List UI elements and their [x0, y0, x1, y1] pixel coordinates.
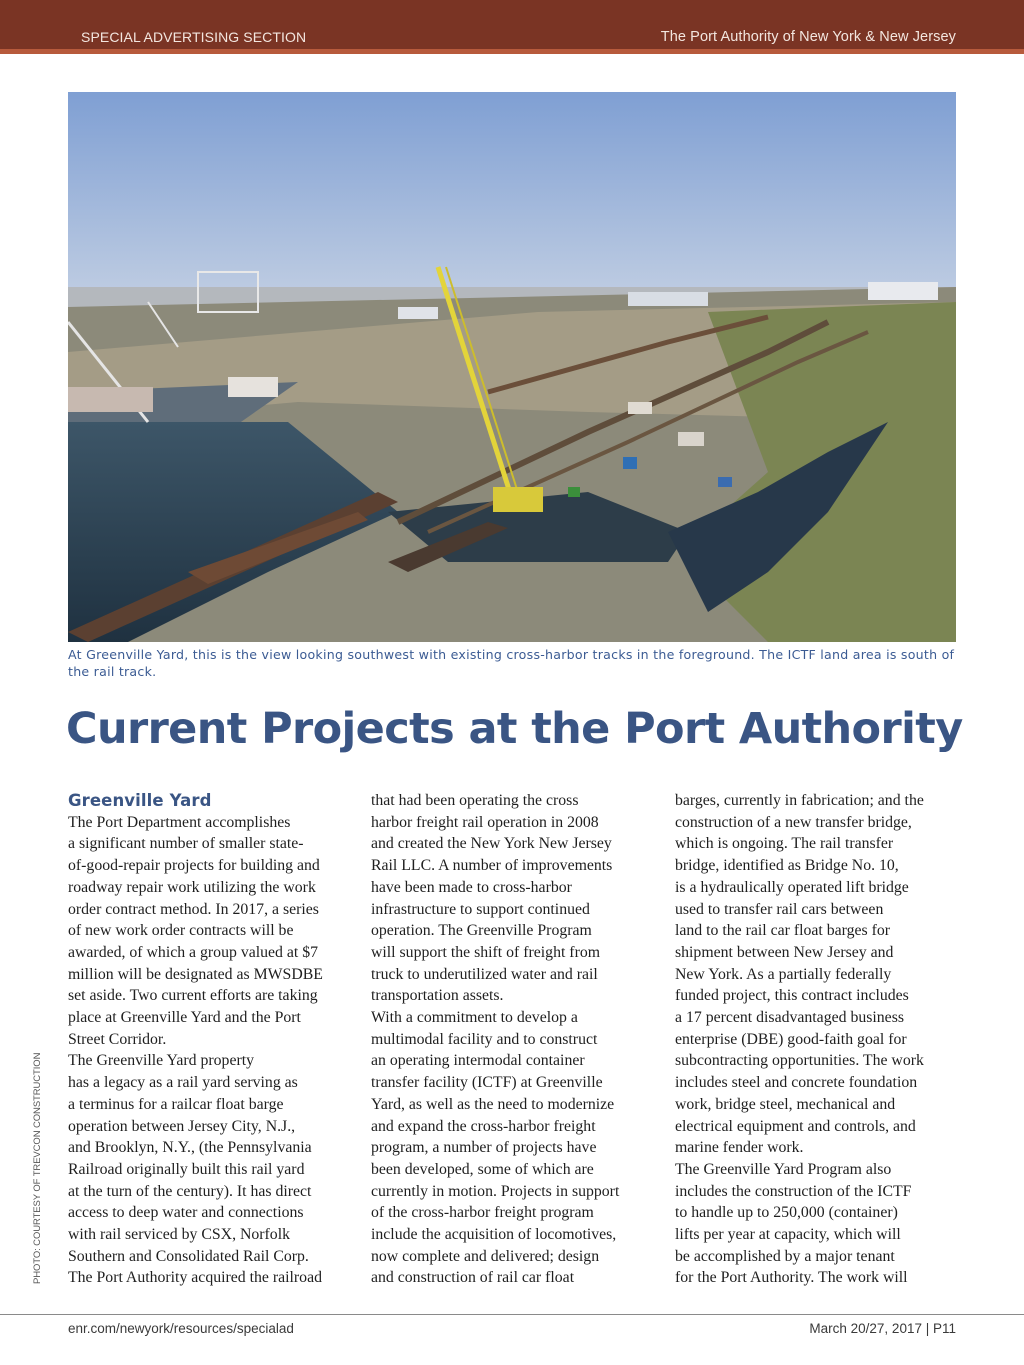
column-2-text: that had been operating the cross harbor freight rail operation in 2008 and created the New York New Jersey Rail LLC. A number of improvements have been made to cross-harbor infrastructure to support continued operation. The Greenville Program will support the shift of freight from truck to underutilized water and rail transportation assets. With a commitment to develop a multimodal facility and to construct an operating intermodal container transfer facility (ICTF) at Greenville Yard, as well as the need to modernize and expand the cross-harbor freight program, a number of projects have been developed, some of which are currently in motion. Projects in support of the cross-harbor freight program include the acquisition of locomotives, now complete and delivered; design and construction of rail car float	[371, 792, 620, 1287]
section-label: SPECIAL ADVERTISING SECTION	[81, 29, 307, 45]
photo-credit	[31, 1052, 45, 1284]
section-heading: Greenville Yard	[68, 791, 212, 810]
column-3-text: barges, currently in fabrication; and the construction of a new transfer bridge, which is ongoing. The rail transfer bridge, identified as Bridge No. 10, is a hydraulically operated lift bridge used to transfer rail cars between land to the rail car float barges for shipment between New Jersey and New York. As a partially federally funded project, this contract includes a 17 percent disadvantaged business enterprise (DBE) good-faith goal for subcontracting opportunities. The work includes steel and concrete foundation work, bridge steel, mechanical and electrical equipment and controls, and marine fender work. The Greenville Yard Program also includes the construction of the ICTF to handle up to 250,000 (container) lifts per year at capacity, which will be accomplished by a major tenant for the Port Authority. The work will	[675, 792, 924, 1287]
photo-credit-text: PHOTO: COURTESY OF TREVCON CONSTRUCTION	[32, 1052, 43, 1284]
aerial-photo-illustration	[68, 92, 956, 642]
article-column-2	[371, 790, 661, 1289]
article-column-1	[68, 790, 358, 1289]
article-column-3	[675, 790, 965, 1289]
footer-date-page: March 20/27, 2017 | P11	[809, 1321, 956, 1336]
page-headline: Current Projects at the Port Authority	[66, 704, 963, 754]
footer-url: enr.com/newyork/resources/specialad	[68, 1321, 294, 1336]
header-bar	[0, 0, 1024, 54]
organization-name: The Port Authority of New York & New Jersey	[660, 29, 956, 45]
column-1-text: The Port Department accomplishes a significant number of smaller state- of-good-repair projects for building and roadway repair work utilizing the work order contract method. In 2017, a series of new work order contracts will be awarded, of which a group valued at $7 million will be designated as MWSDBE set aside. Two current efforts are taking place at Greenville Yard and the Port Street Corridor. The Greenville Yard property has a legacy as a rail yard serving as a terminus for a railcar float barge operation between Jersey City, N.J., and Brooklyn, N.Y., (the Pennsylvania Railroad originally built this rail yard at the turn of the century). It has direct access to deep water and connections with rail serviced by CSX, Norfolk Southern and Consolidated Rail Corp. The Port Authority acquired the railroad	[68, 813, 323, 1287]
photo-caption: At Greenville Yard, this is the view looking southwest with existing cross-harbor tracks in the foreground. The ICTF land area is south of the rail track.	[68, 647, 955, 679]
footer-divider	[0, 1314, 1024, 1315]
aerial-photo	[68, 92, 956, 642]
